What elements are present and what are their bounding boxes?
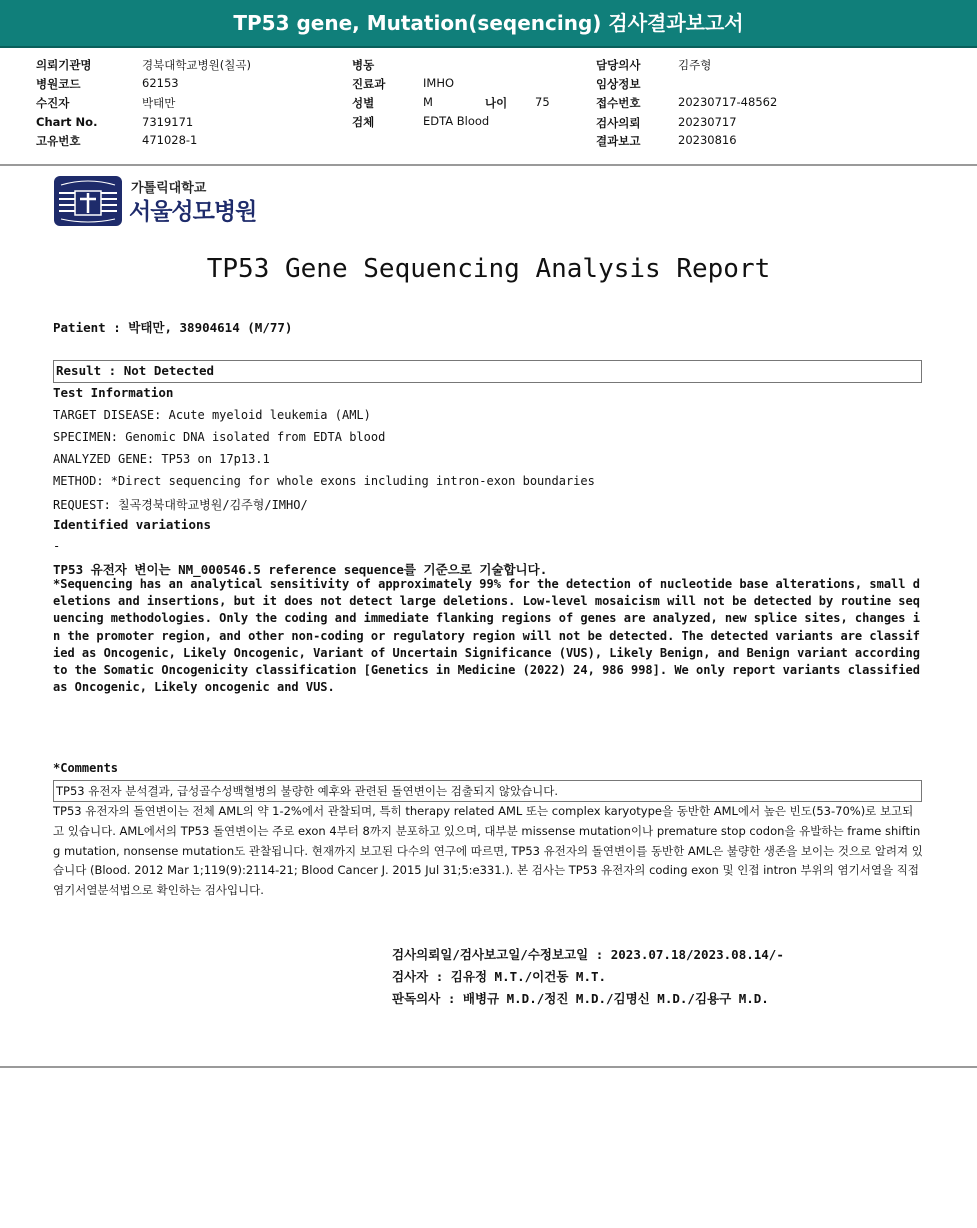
label-hospital-code: 병원코드: [36, 77, 81, 91]
label-ward: 병동: [352, 58, 375, 72]
report-title: TP53 Gene Sequencing Analysis Report: [206, 254, 771, 284]
footer-divider: [0, 1066, 977, 1068]
label-specimen: 검체: [352, 115, 375, 129]
university-seal-icon: [53, 175, 123, 227]
label-clinical-info: 임상정보: [596, 77, 641, 91]
value-request-date: 20230717: [678, 115, 737, 129]
report-dates: 검사의뢰일/검사보고일/수정보고일 : 2023.07.18/2023.08.14/-: [392, 947, 784, 962]
value-age: 75: [535, 95, 550, 109]
reference-note: TP53 유전자 변이는 NM_000546.5 reference sequence를 기준으로 기술합니다.: [53, 562, 548, 577]
label-request-date: 검사의뢰: [596, 116, 641, 130]
logo-university-name: 가톨릭대학교: [131, 181, 207, 196]
label-receipt-no: 접수번호: [596, 96, 641, 110]
value-patient: 박태만: [142, 96, 176, 110]
result-text: Result : Not Detected: [56, 363, 215, 378]
hospital-logo: [53, 175, 283, 229]
test-info-method: METHOD: *Direct sequencing for whole exons including intron-exon boundaries: [53, 474, 595, 488]
comments-text: TP53 유전자의 돌연변이는 전체 AML의 약 1-2%에서 관찰되며, 특히 therapy related AML 또는 complex karyotype을 동반한 AML에서 높은 빈도(53-70%)로 보고되고 있습니다. AML에서의 TP53 돌연변이는 주로 exon 4부터 8까지 분포하고 있으며, 대부분 missense mutation이나 premature stop codon을 유발하는 frame shifting mutation, nonsense mutation도 관찰됩니다. 현재까지 보고된 다수의 연구에 따르면, TP53 유전자의 돌연변이를 동반한 AML은 불량한 생존을 보이는 것으로 알려져 있습니다 (Blood. 2012 Mar 1;119(9):2114-21; Blood Cancer J. 2015 Jul 31;5:e331.). 본 검사는 TP53 유전자의 coding exon 및 인접 intron 부위의 염기서열을 직접염기서열분석법으로 확인하는 검사입니다.: [53, 804, 923, 898]
label-chart-no: Chart No.: [36, 115, 98, 129]
sensitivity-note: *Sequencing has an analytical sensitivity of approximately 99% for the detection of nucleotide base alterations, small deletions and insertions, but it does not detect large deletions. Low-level mosaicism will not be detected by routine sequencing methodologies. Only the coding and immediate flanking regions of genes are analyzed, new splice sites, changes in the promoter region, and other non-coding or regulatory region will not be detected. The detected variants are classified as Oncogenic, Likely Oncogenic, Variant of Uncertain Significance (VUS), Likely Benign, and Benign variant according to the Somatic Oncogenicity classification [Genetics in Medicine (2022) 24, 986 998]. We only report variants classified as Oncogenic, Likely oncogenic and VUS.: [53, 577, 920, 695]
comments-summary: TP53 유전자 분석결과, 급성골수성백혈병의 불량한 예후와 관련된 돌연변이는 검출되지 않았습니다.: [56, 784, 559, 798]
patient-line: Patient : 박태만, 38904614 (M/77): [53, 320, 293, 335]
test-info-request: REQUEST: 칠곡경북대학교병원/김주형/IMHO/: [53, 498, 308, 512]
test-info-target-disease: TARGET DISEASE: Acute myeloid leukemia (AML): [53, 408, 371, 422]
value-report-date: 20230816: [678, 133, 737, 147]
label-unique-no: 고유번호: [36, 134, 81, 148]
report-title-bar: [0, 0, 977, 48]
comments-box: [53, 780, 922, 802]
logo-hospital-name: 서울성모병원: [129, 199, 257, 225]
label-patient: 수진자: [36, 96, 70, 110]
identified-variations-heading: Identified variations: [53, 517, 212, 532]
test-info-gene: ANALYZED GENE: TP53 on 17p13.1: [53, 452, 270, 466]
label-institution: 의뢰기관명: [36, 58, 92, 72]
value-sex: M: [423, 95, 433, 109]
test-info-heading: Test Information: [53, 385, 174, 400]
value-receipt-no: 20230717-48562: [678, 95, 778, 109]
value-unique-no: 471028-1: [142, 133, 198, 147]
header-info: [0, 52, 977, 162]
label-department: 진료과: [352, 77, 386, 91]
value-hospital-code: 62153: [142, 76, 179, 90]
examiner-line: 검사자 : 김유정 M.T./이건동 M.T.: [392, 969, 607, 984]
comments-heading: *Comments: [53, 761, 119, 775]
value-doctor: 김주형: [678, 58, 712, 72]
header-divider: [0, 164, 977, 166]
reading-doctor-line: 판독의사 : 배병규 M.D./정진 M.D./김명신 M.D./김용구 M.D.: [392, 991, 769, 1006]
value-institution: 경북대학교병원(칠곡): [142, 58, 251, 72]
value-chart-no: 7319171: [142, 115, 194, 129]
label-report-date: 결과보고: [596, 134, 641, 148]
result-box: [53, 360, 922, 383]
identified-variations-value: -: [53, 539, 61, 553]
label-sex: 성별: [352, 96, 375, 110]
value-specimen: EDTA Blood: [423, 114, 490, 128]
test-info-specimen: SPECIMEN: Genomic DNA isolated from EDTA blood: [53, 430, 386, 444]
label-doctor: 담당의사: [596, 58, 641, 72]
value-department: IMHO: [423, 76, 455, 90]
title-bar-text: TP53 gene, Mutation(seqencing) 검사결과보고서: [233, 11, 744, 35]
label-age: 나이: [485, 96, 508, 110]
